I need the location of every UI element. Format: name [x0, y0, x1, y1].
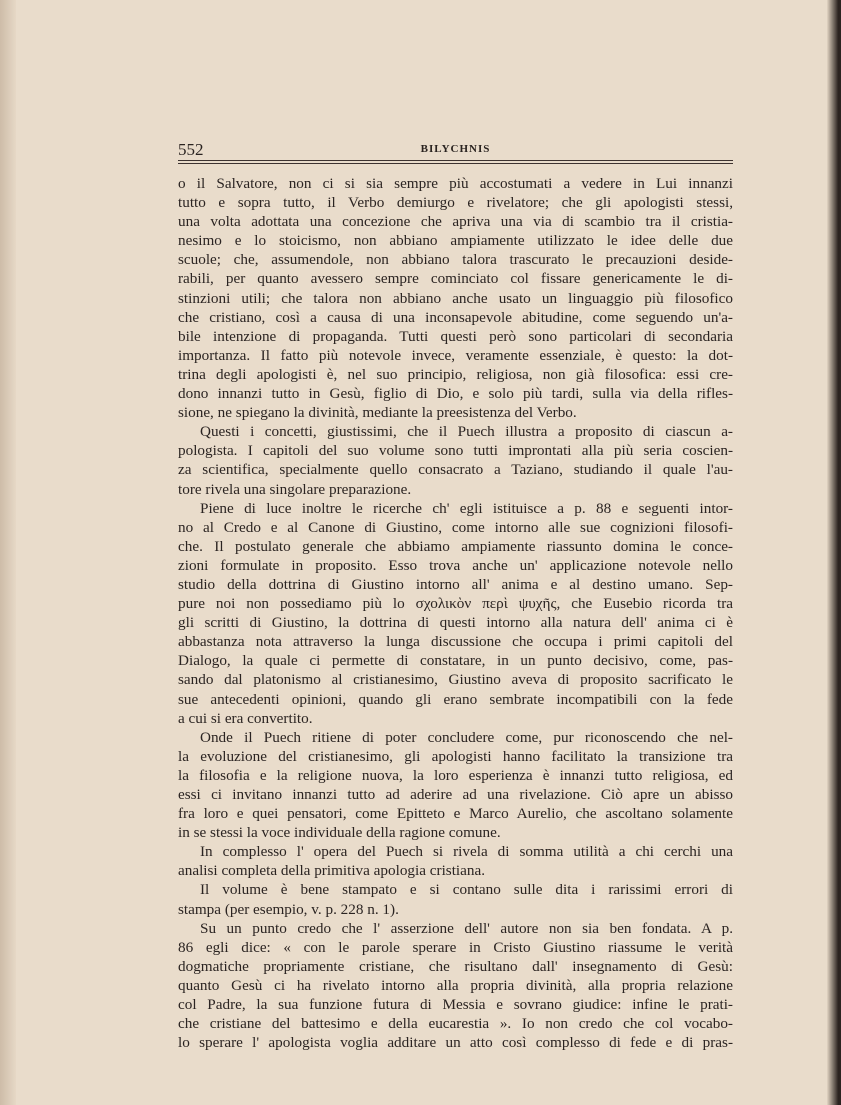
page-right-edge: [827, 0, 841, 1105]
text-line: a cui si era convertito.: [178, 709, 313, 727]
text-line: sione, ne spiegano la divinità, mediante la preesistenza del Verbo.: [178, 404, 577, 422]
paragraph: [178, 919, 733, 1053]
text-line: Questi i concetti, giustissimi, che il Puech illustra a proposito di ciascun a-: [200, 423, 733, 441]
paragraph: [178, 842, 733, 880]
header-rule-top: [178, 160, 733, 161]
page-number: 552: [178, 140, 204, 159]
text-line: Piene di luce inoltre le ricerche ch' egli istituisce a p. 88 e seguenti intor-: [200, 499, 733, 517]
paragraph: [178, 174, 733, 422]
text-line: in se stessi la voce individuale della ragione comune.: [178, 824, 501, 842]
text-line: zioni formulate in proposito. Esso trova anche un' applicazione notevole nello: [178, 556, 733, 574]
text-line: Dialogo, la quale ci permette di constatare, in un punto decisivo, come, pas-: [178, 652, 733, 670]
text-line: dogmatiche propriamente cristiane, che risultano dall' insegnamento di Gesù:: [178, 957, 733, 975]
text-line: rabili, per quanto avessero sempre cominciato col fissare genericamente le di-: [178, 270, 733, 288]
text-line: Onde il Puech ritiene di poter concludere come, pur riconoscendo che nel-: [200, 728, 733, 746]
text-line: In complesso l' opera del Puech si rivela di somma utilità a chi cerchi una: [200, 843, 733, 861]
running-title: BILYCHNIS: [420, 143, 491, 155]
text-line: una volta adottata una concezione che apriva una via di scambio tra il cristia-: [178, 213, 733, 231]
text-line: za scientifica, specialmente quello consacrato a Taziano, studiando il quale l'au-: [178, 461, 733, 479]
text-line: la filosofia e la religione nuova, la loro esperienza è innanzi tutto religiosa, ed: [178, 766, 733, 784]
text-line: no al Credo e al Canone di Giustino, come intorno alle sue cognizioni filosofi-: [178, 518, 733, 536]
text-line: sue antecedenti opinioni, quando gli erano sembrate incompatibili con la fede: [178, 690, 733, 708]
text-line: la evoluzione del cristianesimo, gli apologisti hanno facilitato la transizione tra: [178, 747, 733, 765]
text-line: Il volume è bene stampato e si contano sulle dita i rarissimi errori di: [200, 881, 733, 899]
text-line: pure noi non possediamo più lo σχολικὸν περὶ ψυχῆς, che Eusebio ricorda tra: [178, 595, 733, 613]
text-line: sando dal platonismo al cristianesimo, Giustino aveva di proposito sacrificato le: [178, 671, 733, 689]
text-line: trina degli apologisti è, nel suo principio, religiosa, non già filosofica: essi cre-: [178, 365, 733, 383]
text-line: pologista. I capitoli del suo volume sono tutti improntati alla più seria coscien-: [178, 442, 733, 460]
paragraph: [178, 499, 733, 728]
paragraph: [178, 422, 733, 498]
page-left-edge: [0, 0, 16, 1105]
text-line: analisi completa della primitiva apologia cristiana.: [178, 862, 486, 880]
text-line: nesimo e lo stoicismo, non abbiano ampiamente utilizzato le idee delle due: [178, 232, 733, 250]
text-line: stampa (per esempio, v. p. 228 n. 1).: [178, 900, 399, 918]
text-line: che. Il postulato generale che abbiamo ampiamente riassunto domina le conce-: [178, 537, 733, 555]
text-line: essi ci invitano innanzi tutto ad aderire ad una rivelazione. Ciò apre un abisso: [178, 786, 733, 803]
paragraph: [178, 880, 733, 918]
text-line: Su un punto credo che l' asserzione dell' autore non sia ben fondata. A p.: [200, 919, 733, 937]
text-line: o il Salvatore, non ci si sia sempre più accostumati a vedere in Lui innanzi: [178, 175, 733, 192]
text-line: lo sperare l' apologista voglia additare un atto così complesso di fede e di pras-: [178, 1034, 733, 1052]
text-line: stinzioni utili; che talora non abbiano anche usato un linguaggio più filosofico: [178, 289, 733, 307]
text-line: scuole; che, assumendole, non abbiano talora trascurato le precauzioni deside-: [178, 251, 733, 269]
text-line: che cristiane del battesimo e della eucarestia ». Io non credo che col vocabo-: [178, 1015, 733, 1033]
text-line: dono innanzi tutto in Gesù, figlio di Dio, e solo più tardi, sulla via della rifles-: [178, 385, 733, 403]
header-rule-bottom: [178, 163, 733, 164]
text-line: importanza. Il fatto più notevole invece, veramente essenziale, è questo: la dot-: [178, 346, 733, 364]
text-line: abbastanza nota attraverso la lunga discussione che occupa i primi capitoli del: [178, 633, 733, 651]
text-line: fra loro e quei pensatori, come Epitteto e Marco Aurelio, che ascoltano solamente: [178, 805, 733, 823]
text-line: tore rivela una singolare preparazione.: [178, 480, 412, 498]
text-line: che cristiano, così a causa di una inconsapevole abitudine, come seguendo un'a-: [178, 308, 733, 326]
body-text: [178, 174, 733, 1052]
text-line: quanto Gesù ci ha rivelato intorno alla propria divinità, alla propria relazione: [178, 976, 733, 994]
text-line: tutto e sopra tutto, il Verbo demiurgo e rivelatore; che gli apologisti stessi,: [178, 194, 733, 212]
text-line: col Padre, la sua funzione futura di Messia e sovrano giudice: infine le prati-: [178, 996, 733, 1014]
paragraph: [178, 728, 733, 843]
text-line: studio della dottrina di Giustino intorno all' anima e al destino umano. Sep-: [178, 575, 733, 593]
text-line: 86 egli dice: « con le parole sperare in Cristo Giustino riassume le verità: [178, 938, 733, 956]
text-line: gli scritti di Giustino, la dottrina di questi intorno alla natura dell' anima ci è: [178, 614, 733, 632]
page-header: [178, 140, 733, 160]
text-line: bile intenzione di propaganda. Tutti questi però sono particolari di secondaria: [178, 327, 733, 345]
